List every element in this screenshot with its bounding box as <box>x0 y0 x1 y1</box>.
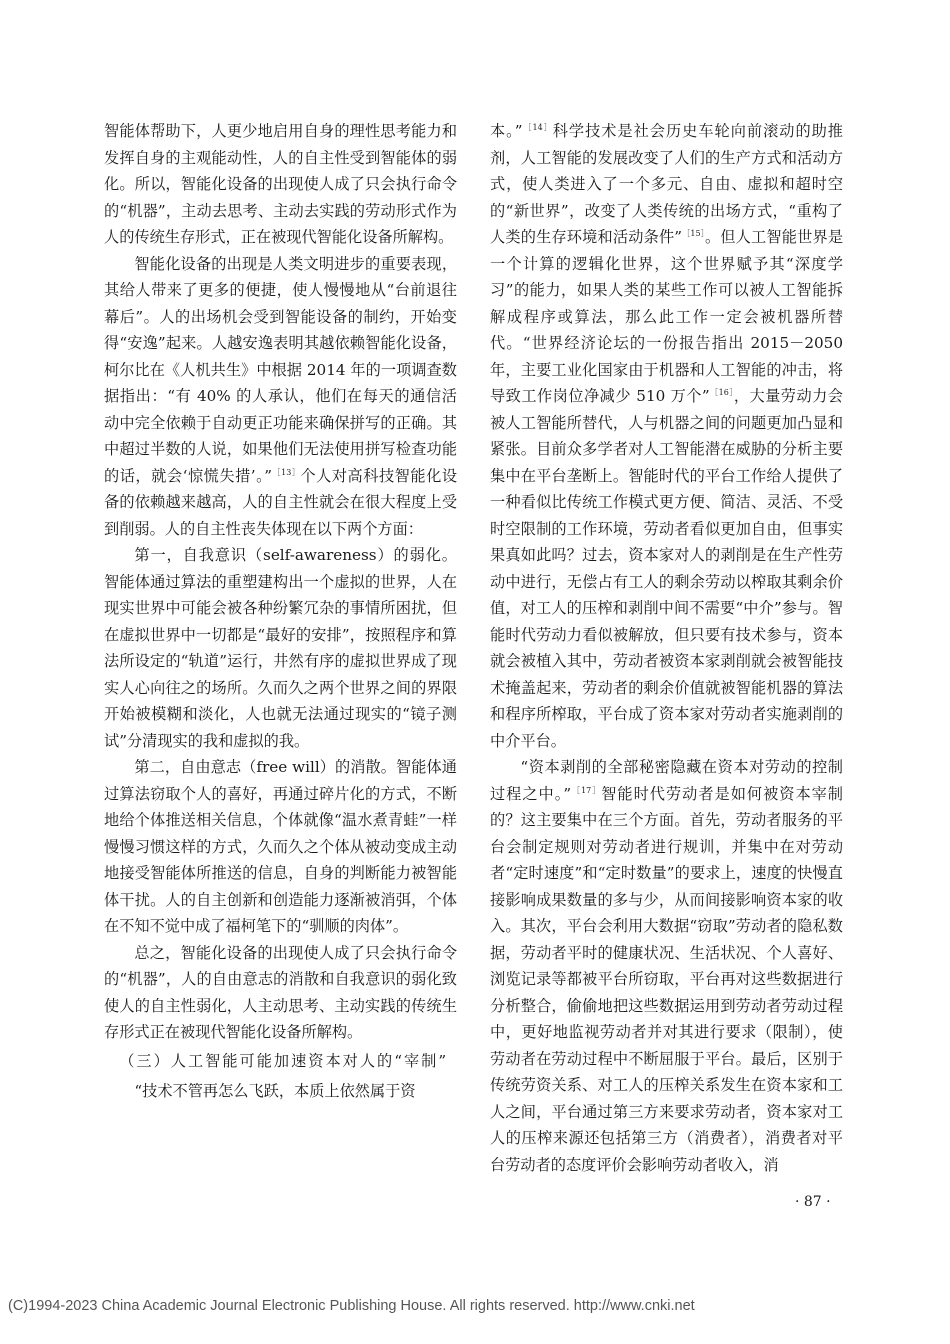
paragraph-text: 科学技术是社会历史车轮向前滚动的助推剂，人工智能的发展改变了人们的生产方式和活动方式，使人类进入了一个多元、自由、虚拟和超时空的“新世界”，改变了人类传统的出场方式，“重构了人类的生存环境和活动条件” <box>490 122 843 246</box>
citation-ref: ［13］ <box>272 467 301 477</box>
paragraph: 第一，自我意识（self-awareness）的弱化。智能体通过算法的重塑建构出一个虚拟的世界，人在现实世界中可能会被各种纷繁冗杂的事情所困扰，但在虚拟世界中一切都是“最好的安排”，按照程序和算法所设定的“轨道”运行，井然有序的虚拟世界成了现实人心向往之的场所。久而久之两个世界之间的界限开始被模糊和淡化，人也就无法通过现实的“镜子测试”分清现实的我和虚拟的我。 <box>104 546 457 750</box>
citation-ref: ［14］ <box>522 122 553 132</box>
paragraph: 智能体帮助下，人更少地启用自身的理性思考能力和发挥自身的主观能动性，人的自主性受到智能体的弱化。所以，智能化设备的出现使人成了只会执行命令的“机器”，主动去思考、主动去实践的劳动形式作为人的传统生存形式，正在被现代智能化设备所解构。 <box>104 122 457 246</box>
paragraph-text: 智能时代劳动者是如何被资本宰制的？这主要集中在三个方面。首先，劳动者服务的平台会制定规则对劳动者进行规训，并集中在对劳动者“定时速度”和“定时数量”的要求上，速度的快慢直接影响成果数量的多与少，从而间接影响资本家的收入。其次，平台会利用大数据“窃取”劳动者的隐私数据，劳动者平时的健康状况、生活状况、个人喜好、浏览记录等都被平台所窃取，平台再对这些数据进行分析整合，偷偷地把这些数据运用到劳动者劳动过程中，更好地监视劳动者并对其进行要求（限制），使劳动者在劳动过程中不断屈服于平台。最后，区别于传统劳资关系、对工人的压榨关系发生在资本家和工人之间，平台通过第三方来要求劳动者，资本家对工人的压榨来源还包括第三方（消费者），消费者对平台劳动者的态度评价会影响劳动者收入，消 <box>490 784 843 1174</box>
paragraph: “技术不管再怎么飞跃，本质上依然属于资 <box>134 1082 416 1100</box>
paragraph-text: 本。” <box>490 122 523 140</box>
citation-ref: ［15］ <box>682 228 705 238</box>
paragraph-text: 个人对高科技智能化设备的依赖越来越高，人的自主性就会在很大程度上受到削弱。人的自主性丧失体现在以下两个方面： <box>104 466 458 538</box>
section-heading: （三）人工智能可能加速资本对人的“宰制” <box>119 1051 449 1070</box>
paragraph-text: 智能化设备的出现是人类文明进步的重要表现，其给人带来了更多的便捷，使人慢慢地从“台前退往幕后”。人的出场机会受到智能设备的制约，开始变得“安逸”起来。人越安逸表明其越依赖智能化设备，柯尔比在《人机共生》中根据 2014 年的一项调查数据指出：“有 40% 的人承认，他们在每天的通信活动中完全依赖于自动更正功能来确保拼写的正确。其中超过半数的人说，如果他们无法使用拼写检查功能的话，就会‘惊慌失措’。” <box>104 254 457 485</box>
copyright-footer: (C)1994-2023 China Academic Journal Electronic Publishing House. All rights reserved. http://www.cnki.net <box>8 1298 695 1314</box>
right-column <box>490 118 843 1178</box>
left-column <box>104 118 457 1105</box>
paragraph: 总之，智能化设备的出现使人成了只会执行命令的“机器”，人的自由意志的消散和自我意识的弱化致使人的自主性弱化，人主动思考、主动实践的传统生存形式正在被现代智能化设备所解构。 <box>104 943 457 1041</box>
paragraph <box>490 754 843 1178</box>
citation-ref: ［17］ <box>571 785 602 795</box>
paragraph <box>490 118 843 754</box>
paragraph: 第二，自由意志（free will）的消散。智能体通过算法窃取个人的喜好，再通过碎片化的方式，不断地给个体推送相关信息，个体就像“温水煮青蛙”一样慢慢习惯这样的方式，久而久之个体从被动变成主动地接受智能体所推送的信息，自身的判断能力被智能体干扰。人的自主创新和创造能力逐渐被消弭，个体在不知不觉中成了福柯笔下的“驯顺的肉体”。 <box>104 758 457 935</box>
paragraph <box>104 251 457 543</box>
page-number: · 87 · <box>795 1194 831 1210</box>
citation-ref: ［16］ <box>709 387 734 397</box>
paragraph-text: “资本剥削的全部秘密隐藏在资本对劳动的控制过程之中。” <box>490 758 843 803</box>
paragraph-text: 。但人工智能世界是一个计算的逻辑化世界，这个世界赋予其“深度学习”的能力，如果人类的某些工作可以被人工智能拆解成程序或算法，那么此工作一定会被机器所替代。“世界经济论坛的一份报告指出 2015－2050 年，主要工业化国家由于机器和人工智能的冲击，将导致工作岗位净减少 510 万个” <box>490 228 844 405</box>
paragraph-text: ，大量劳动力会被人工智能所替代，人与机器之间的问题更加凸显和紧张。目前众多学者对人工智能潜在威胁的分析主要集中在平台垄断上。智能时代的平台工作给人提供了一种看似比传统工作模式更方便、简洁、灵活、不受时空限制的工作环境，劳动者看似更加自由，但事实果真如此吗？过去，资本家对人的剥削是在生产性劳动中进行，无偿占有工人的剩余劳动以榨取其剩余价值，对工人的压榨和剥削中间不需要“中介”参与。智能时代劳动力看似被解放，但只要有技术参与，资本就会被植入其中，劳动者被资本家剥削就会被智能技术掩盖起来，劳动者的剩余价值就被智能机器的算法和程序所榨取，平台成了资本家对劳动者实施剥削的中介平台。 <box>490 387 843 750</box>
